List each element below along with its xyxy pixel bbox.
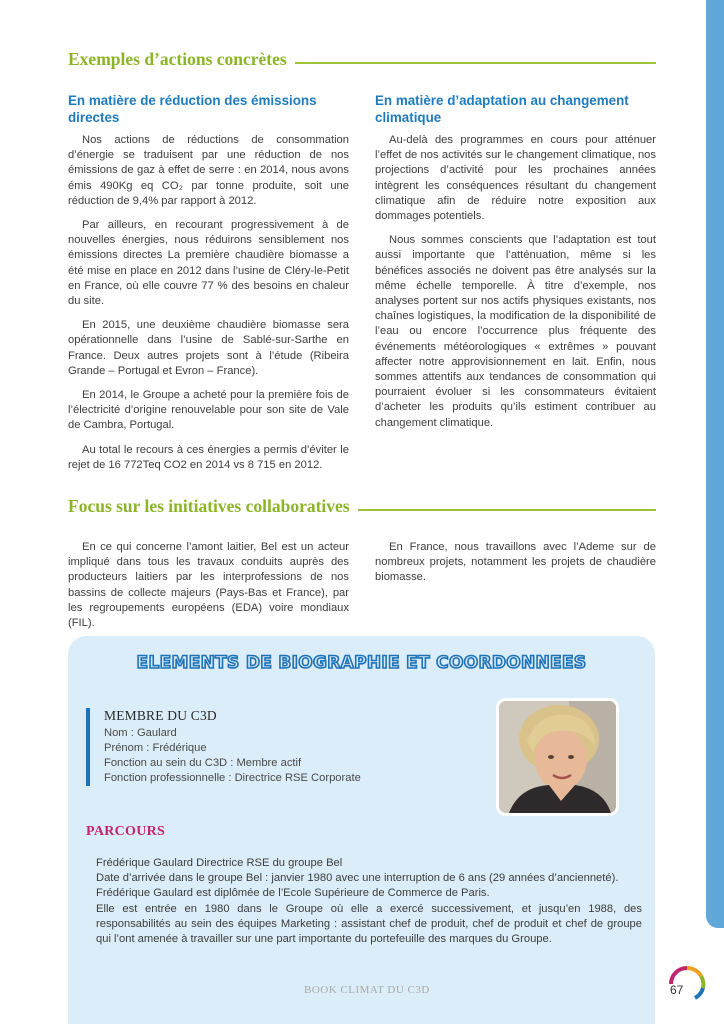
section-rule xyxy=(295,62,656,64)
paragraph: En France, nous travaillons avec l’Ademe sur de nombreux projets, notamment les projets de chaudière biomasse. xyxy=(375,541,656,584)
member-prenom: Prénom : Frédérique xyxy=(104,742,207,754)
parcours-line: Frédérique Gaulard est diplômée de l’Ecole Supérieure de Commerce de Paris. xyxy=(96,887,490,900)
paragraph: En 2015, une deuxième chaudière biomasse sera opérationnelle dans l’usine de Sablé-sur-Sarthe en France. Deux autres projets sont à l’étude (Ribeira Grande – Portugal et Evron – France). xyxy=(68,319,349,377)
initiatives-right-column xyxy=(375,540,656,595)
member-info xyxy=(86,708,361,786)
paragraph: En 2014, le Groupe a acheté pour la première fois de l’électricité d’origine renouvelable pour son site de Vale de Cambra, Portugal. xyxy=(68,389,349,432)
member-fonction-pro: Fonction professionnelle : Directrice RSE Corporate xyxy=(104,772,361,784)
biography-box xyxy=(68,636,655,1024)
parcours-line: Frédérique Gaulard Directrice RSE du groupe Bel xyxy=(96,857,343,869)
paragraph: En ce qui concerne l’amont laitier, Bel est un acteur impliqué dans tous les travaux conduits auprès des producteurs laitiers par les interprofessions de nos bassins de collecte majeurs (Pays-Bas et France), par les regroupements européens (EDA) voire mondiaux (FIL). xyxy=(68,541,349,630)
section-rule xyxy=(358,509,656,511)
section-heading-actions xyxy=(68,49,656,70)
section-heading-initiatives xyxy=(68,496,656,517)
page-edge-tab xyxy=(706,0,724,928)
parcours-heading: PARCOURS xyxy=(86,824,166,839)
initiatives-left-column xyxy=(68,540,349,640)
paragraph: Au-delà des programmes en cours pour atténuer l’effet de nos activités sur le changement climatique, nos projections d’activité pour les prochaines années intègrent les conséquences résultant du changement climatique afin de réduire notre exposition aux dommages potentiels. xyxy=(375,134,656,223)
adaptation-column xyxy=(375,93,656,440)
section-title: Exemples d’actions concrètes xyxy=(68,49,287,69)
adaptation-heading: En matière d’adaptation au changement climatique xyxy=(375,93,629,125)
biography-title: ELEMENTS DE BIOGRAPHIE ET COORDONNEES xyxy=(136,653,587,673)
portrait-illustration xyxy=(499,701,616,813)
portrait-photo xyxy=(496,698,619,816)
member-nom: Nom : Gaulard xyxy=(104,727,177,739)
reduction-heading: En matière de réduction des émissions directes xyxy=(68,93,317,125)
section-title: Focus sur les initiatives collaboratives xyxy=(68,496,350,516)
paragraph: Nous sommes conscients que l’adaptation est tout aussi importante que l’atténuation, même si les bénéfices associés ne doivent pas être analysés sur la même échelle temporelle. À titre d’exemple, nos analyses portent sur nos actifs physiques existants, nos chaînes logistiques, la modification de la disponibilité de l’eau ou encore l’occurrence plus fréquente des événements météorologiques « extrêmes » pouvant affecter notre approvisionnement en lait. Enfin, nous sommes attentifs aux tendances de consommation qui pourraient évoluer si les consommateurs évitaient d’acheter les produits qu’ils estiment contribuer au changement climatique. xyxy=(375,234,656,429)
paragraph: Au total le recours à ces énergies a permis d’éviter le rejet de 16 772Teq CO2 en 2014 vs 8 715 en 2012. xyxy=(68,443,349,471)
member-fonction-c3d: Fonction au sein du C3D : Membre actif xyxy=(104,757,302,769)
page-number: 67 xyxy=(670,983,684,997)
member-heading: MEMBRE DU C3D xyxy=(104,708,217,723)
reduction-column xyxy=(68,93,349,482)
paragraph: Nos actions de réductions de consommation d’énergie se traduisent par une réduction de nos émissions de gaz à effet de serre : en 2014, nous avons émis 490Kg eq CO₂ par tonne produite, soit une réduction de 9,4% par rapport à 2012. xyxy=(68,134,349,207)
paragraph: Par ailleurs, en recourant progressivement à de nouvelles énergies, nous réduirons sensiblement nos émissions directes La première chaudière biomasse a été mise en place en 2012 dans l’usine de Cléry-le-Petit en France, où elle couvre 77 % des besoins en chaleur du site. xyxy=(68,219,349,308)
parcours-line: Elle est entrée en 1980 dans le Groupe où elle a exercé successivement, et jusqu’en 1988, des responsabilités au sein des équipes Marketing : assistant chef de produit, chef de produit et chef de groupe qui l’ont amenée à travailler sur une part importante du portefeuille des marques du Groupe. xyxy=(96,902,642,946)
footer-book-title: BOOK CLIMAT DU C3D xyxy=(304,984,430,996)
parcours-text xyxy=(96,856,642,947)
parcours-line: Date d’arrivée dans le groupe Bel : janvier 1980 avec une interruption de 6 ans (29 années d’ancienneté). xyxy=(96,872,619,885)
